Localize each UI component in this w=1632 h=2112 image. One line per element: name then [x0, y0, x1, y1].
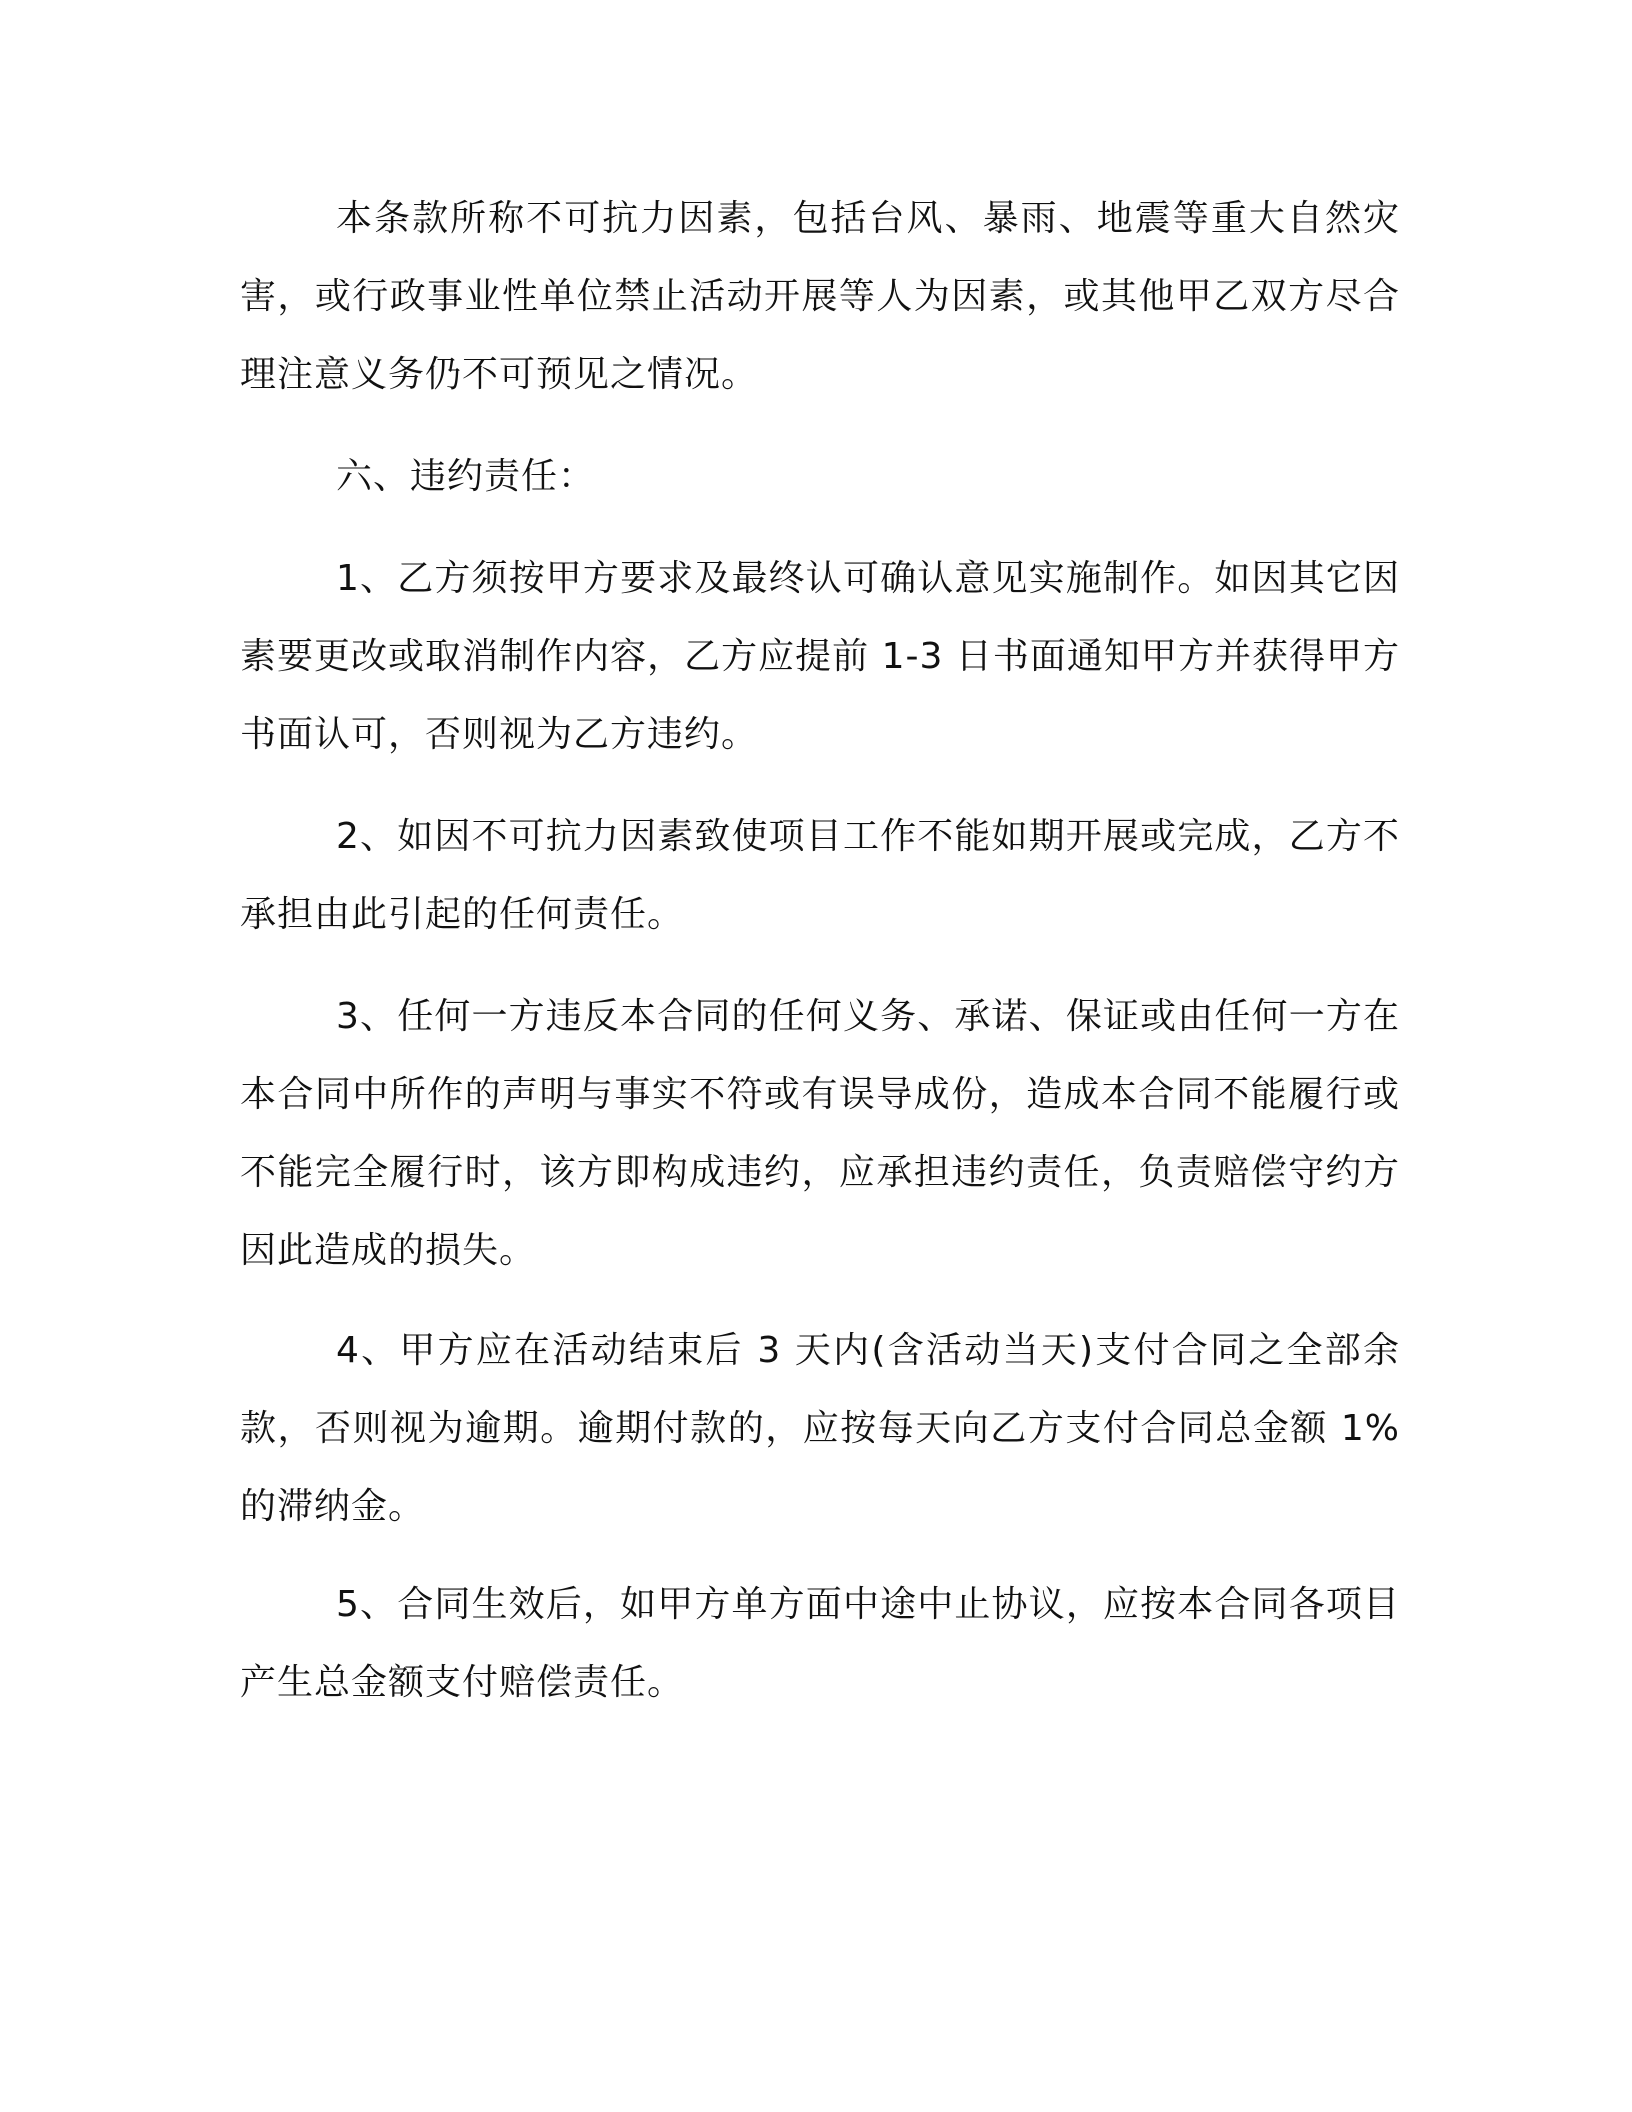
paragraph-force-majeure-definition: 本条款所称不可抗力因素，包括台风、暴雨、地震等重大自然灾害，或行政事业性单位禁止活动开展等人为因素，或其他甲乙双方尽合理注意义务仍不可预见之情况。 — [240, 198, 1400, 395]
paragraph-clause-1: 1、乙方须按甲方要求及最终认可确认意见实施制作。如因其它因素要更改或取消制作内容，乙方应提前 1-3 日书面通知甲方并获得甲方书面认可，否则视为乙方违约。 — [240, 558, 1400, 755]
paragraph-clause-5: 5、合同生效后，如甲方单方面中途中止协议，应按本合同各项目产生总金额支付赔偿责任。 — [240, 1584, 1400, 1703]
paragraph-clause-2: 2、如因不可抗力因素致使项目工作不能如期开展或完成，乙方不承担由此引起的任何责任。 — [240, 816, 1400, 935]
paragraph-clause-4: 4、甲方应在活动结束后 3 天内(含活动当天)支付合同之全部余款，否则视为逾期。逾期付款的，应按每天向乙方支付合同总金额 1%的滞纳金。 — [240, 1330, 1400, 1527]
section-heading-breach-liability: 六、违约责任： — [336, 456, 596, 497]
paragraph-clause-3: 3、任何一方违反本合同的任何义务、承诺、保证或由任何一方在本合同中所作的声明与事实不符或有误导成份，造成本合同不能履行或不能完全履行时，该方即构成违约，应承担违约责任，负责赔偿守约方因此造成的损失。 — [240, 996, 1400, 1271]
